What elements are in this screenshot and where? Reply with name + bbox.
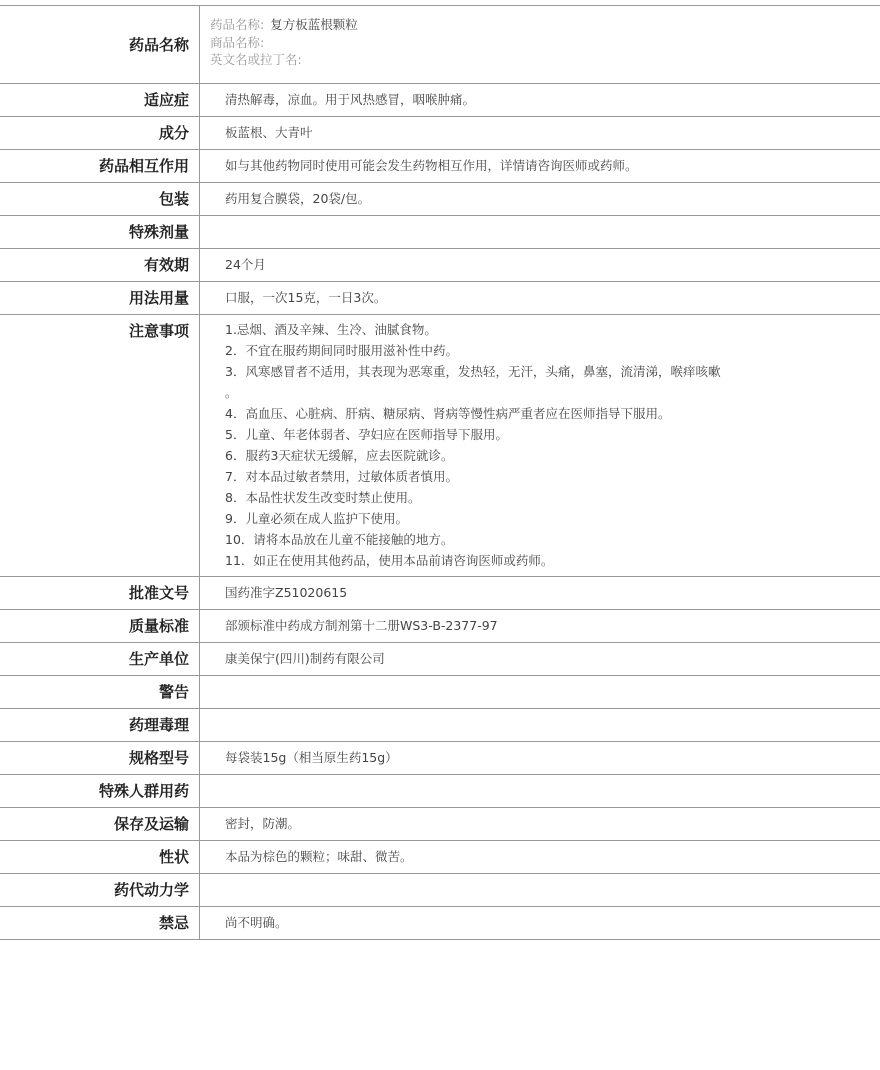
ingredients-row <box>0 117 880 150</box>
drug-name-row <box>0 6 880 84</box>
precautions-list <box>200 315 880 576</box>
row-label: 有效期 <box>0 249 200 281</box>
generic-name-line <box>210 16 880 34</box>
drug-name-values <box>200 6 880 83</box>
precaution-line: 11．如正在使用其他药品，使用本品前请咨询医师或药师。 <box>225 553 554 568</box>
storage-row <box>0 808 880 841</box>
precaution-line: 8．本品性状发生改变时禁止使用。 <box>225 490 421 505</box>
pharmacokinetics-row <box>0 874 880 907</box>
precaution-line: 6．服药3天症状无缓解，应去医院就诊。 <box>225 448 454 463</box>
row-label: 特殊剂量 <box>0 216 200 248</box>
pharmacology-row <box>0 709 880 742</box>
trade-name-line <box>210 34 880 52</box>
row-value <box>200 216 880 248</box>
latin-name-key: 英文名或拉丁名: <box>210 52 302 67</box>
row-value: 部颁标准中药成方制剂第十二册WS3-B-2377-97 <box>225 618 498 633</box>
latin-name-line <box>210 51 880 69</box>
row-value: 口服，一次15克，一日3次。 <box>225 290 387 305</box>
row-label: 性状 <box>0 841 200 873</box>
appearance-row <box>0 841 880 874</box>
row-value: 药用复合膜袋，20袋/包。 <box>225 191 371 206</box>
row-value: 每袋装15g（相当原生药15g） <box>225 750 398 765</box>
precaution-line: 7．对本品过敏者禁用，过敏体质者慎用。 <box>225 469 458 484</box>
shelf-life-row <box>0 249 880 282</box>
row-label: 适应症 <box>0 84 200 116</box>
precaution-line: 。 <box>225 385 238 400</box>
row-label: 注意事项 <box>0 315 200 576</box>
precaution-line: 9．儿童必须在成人监护下使用。 <box>225 511 408 526</box>
row-value: 24个月 <box>225 257 266 272</box>
precaution-line: 4．高血压、心脏病、肝病、糖尿病、肾病等慢性病严重者应在医师指导下服用。 <box>225 406 671 421</box>
row-value: 密封，防潮。 <box>225 816 301 831</box>
interactions-row <box>0 150 880 183</box>
row-label: 药品名称 <box>0 6 200 83</box>
row-label: 保存及运输 <box>0 808 200 840</box>
row-label: 药品相互作用 <box>0 150 200 182</box>
special-dosage-row <box>0 216 880 249</box>
usage-dosage-row <box>0 282 880 315</box>
manufacturer-row <box>0 643 880 676</box>
row-label: 质量标准 <box>0 610 200 642</box>
row-value: 尚不明确。 <box>225 915 288 930</box>
warning-row <box>0 676 880 709</box>
precaution-line: 10．请将本品放在儿童不能接触的地方。 <box>225 532 454 547</box>
row-label: 特殊人群用药 <box>0 775 200 807</box>
row-label: 生产单位 <box>0 643 200 675</box>
row-value: 如与其他药物同时使用可能会发生药物相互作用，详情请咨询医师或药师。 <box>225 158 638 173</box>
row-value <box>200 775 880 807</box>
generic-name-key: 药品名称: <box>210 17 265 32</box>
row-label: 成分 <box>0 117 200 149</box>
row-label: 用法用量 <box>0 282 200 314</box>
row-value: 康美保宁(四川)制药有限公司 <box>225 651 385 666</box>
contraindications-row <box>0 907 880 940</box>
indications-row <box>0 84 880 117</box>
precaution-line: 5．儿童、年老体弱者、孕妇应在医师指导下服用。 <box>225 427 508 442</box>
row-label: 规格型号 <box>0 742 200 774</box>
approval-number-row <box>0 577 880 610</box>
quality-standard-row <box>0 610 880 643</box>
row-value <box>200 874 880 906</box>
row-label: 包装 <box>0 183 200 215</box>
row-value: 板蓝根、大青叶 <box>225 125 313 140</box>
drug-info-table <box>0 5 880 940</box>
row-label: 禁忌 <box>0 907 200 939</box>
row-label: 药代动力学 <box>0 874 200 906</box>
precautions-row <box>0 315 880 577</box>
row-value: 国药准字Z51020615 <box>225 585 348 600</box>
special-populations-row <box>0 775 880 808</box>
row-value: 清热解毒，凉血。用于风热感冒，咽喉肿痛。 <box>225 92 476 107</box>
precaution-line: 3．风寒感冒者不适用，其表现为恶寒重，发热轻，无汗，头痛，鼻塞，流清涕，喉痒咳嗽 <box>225 364 721 379</box>
row-value: 本品为棕色的颗粒；味甜、微苦。 <box>225 849 413 864</box>
precaution-line: 2．不宜在服药期间同时服用滋补性中药。 <box>225 343 458 358</box>
generic-name-value: 复方板蓝根颗粒 <box>270 17 358 32</box>
row-value <box>200 676 880 708</box>
row-label: 药理毒理 <box>0 709 200 741</box>
packaging-row <box>0 183 880 216</box>
precaution-line: 1.忌烟、酒及辛辣、生冷、油腻食物。 <box>225 322 437 337</box>
specification-row <box>0 742 880 775</box>
row-label: 警告 <box>0 676 200 708</box>
row-value <box>200 709 880 741</box>
row-label: 批准文号 <box>0 577 200 609</box>
trade-name-key: 商品名称: <box>210 34 265 50</box>
